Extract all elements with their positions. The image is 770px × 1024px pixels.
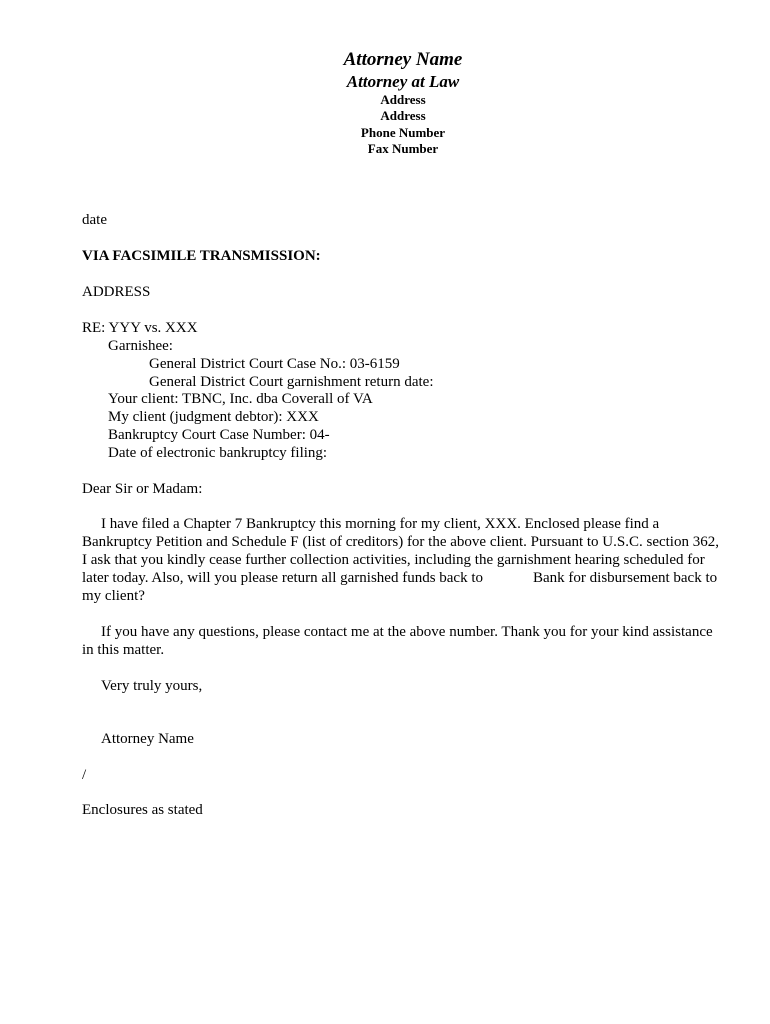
fax-number: Fax Number bbox=[367, 141, 439, 156]
closing: Very truly yours, bbox=[101, 678, 203, 694]
paragraph-1-line-4b: Bank for disbursement back to bbox=[533, 570, 718, 586]
address-line-2: Address bbox=[380, 108, 426, 123]
bankruptcy-case-number: Bankruptcy Court Case Number: 04- bbox=[108, 427, 330, 443]
my-client-line: My client (judgment debtor): XXX bbox=[108, 409, 319, 425]
paragraph-1-line-1: I have filed a Chapter 7 Bankruptcy this morning for my client, XXX. Enclosed please find a bbox=[101, 516, 660, 532]
enclosures-note: Enclosures as stated bbox=[82, 802, 203, 818]
typist-initials: / bbox=[82, 767, 87, 783]
garnishment-return-date: General District Court garnishment return date: bbox=[149, 374, 434, 390]
bankruptcy-filing-date: Date of electronic bankruptcy filing: bbox=[108, 445, 328, 461]
delivery-method: VIA FACSIMILE TRANSMISSION: bbox=[82, 248, 321, 264]
court-case-number: General District Court Case No.: 03-6159 bbox=[149, 356, 400, 372]
address-line-1: Address bbox=[380, 92, 426, 107]
letter-date: date bbox=[82, 212, 107, 228]
re-line: RE: YYY vs. XXX bbox=[82, 320, 198, 336]
salutation: Dear Sir or Madam: bbox=[82, 481, 203, 497]
paragraph-1-line-3: I ask that you kindly cease further collection activities, including the garnishment hearing scheduled for bbox=[82, 552, 705, 568]
attorney-title-heading: Attorney at Law bbox=[346, 72, 460, 91]
paragraph-2-line-2: in this matter. bbox=[82, 642, 165, 658]
paragraph-1-line-4a: later today. Also, will you please return all garnished funds back to bbox=[82, 570, 484, 586]
signature-name: Attorney Name bbox=[101, 731, 194, 747]
attorney-name-heading: Attorney Name bbox=[343, 49, 463, 70]
your-client-line: Your client: TBNC, Inc. dba Coverall of VA bbox=[108, 391, 373, 407]
paragraph-1-line-2: Bankruptcy Petition and Schedule F (list of creditors) for the above client. Pursuant to U.S.C. section 362, bbox=[82, 534, 719, 550]
paragraph-1-line-5: my client? bbox=[82, 588, 145, 604]
paragraph-2-line-1: If you have any questions, please contact me at the above number. Thank you for your kind assistance bbox=[101, 624, 713, 640]
phone-number: Phone Number bbox=[360, 125, 446, 140]
garnishee-label: Garnishee: bbox=[108, 338, 173, 354]
recipient-address: ADDRESS bbox=[82, 284, 151, 300]
